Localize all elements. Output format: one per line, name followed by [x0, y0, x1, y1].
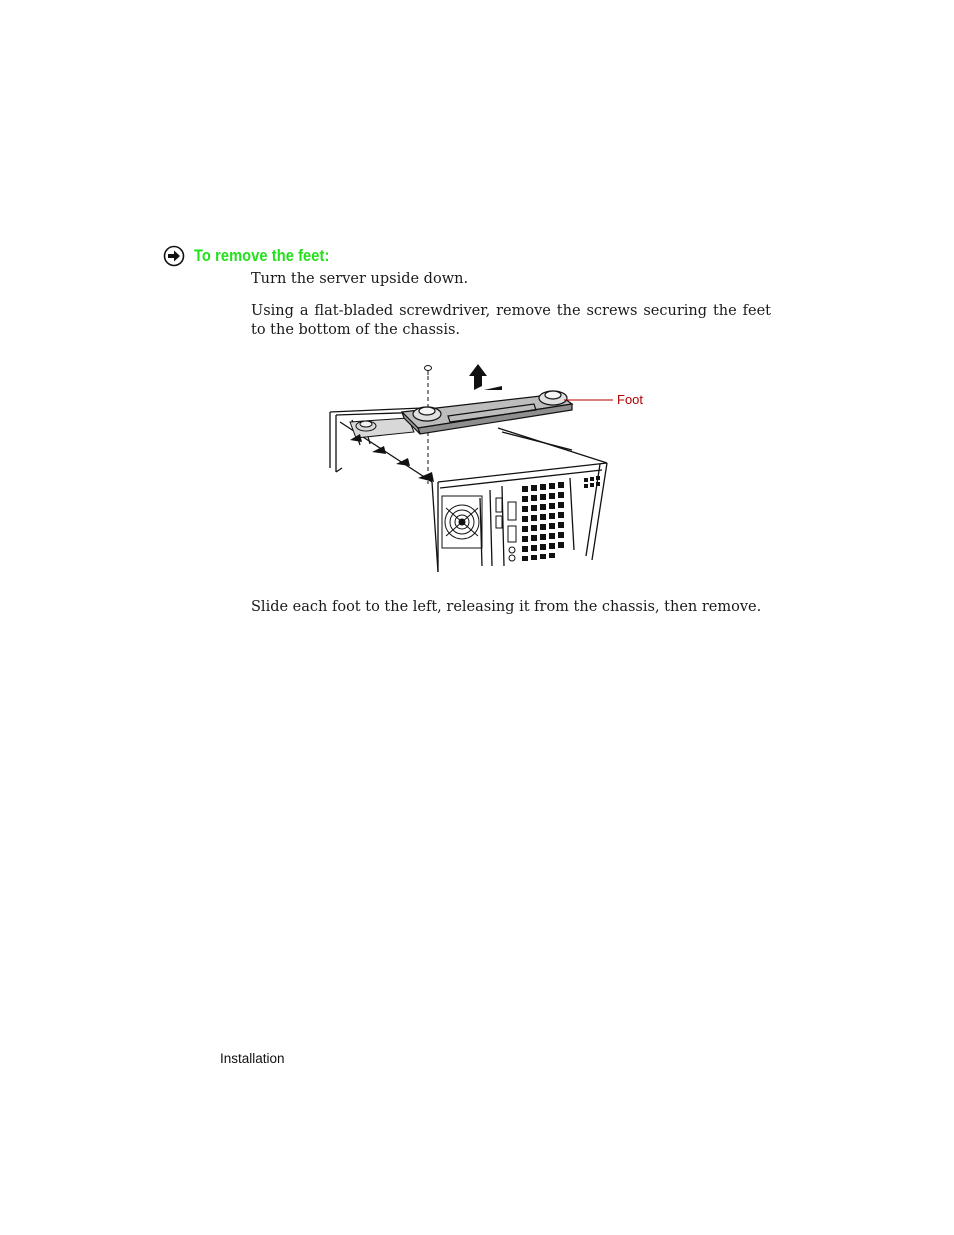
chassis-foot-illustration: [322, 360, 662, 578]
procedure-heading: [163, 243, 351, 269]
foot-callout-label: Foot: [617, 392, 644, 407]
footer-section-label: Installation: [220, 1051, 285, 1066]
step-1-text: Turn the server upside down.: [251, 271, 469, 287]
step-2-text: Using a flat-bladed screwdriver, remove the screws securing the feet to the bottom of the chassis.: [251, 303, 771, 338]
procedure-title: To remove the feet:: [194, 246, 330, 265]
arrow-circle-icon: [163, 245, 185, 267]
step-3-text: Slide each foot to the left, releasing it from the chassis, then remove.: [251, 599, 762, 615]
